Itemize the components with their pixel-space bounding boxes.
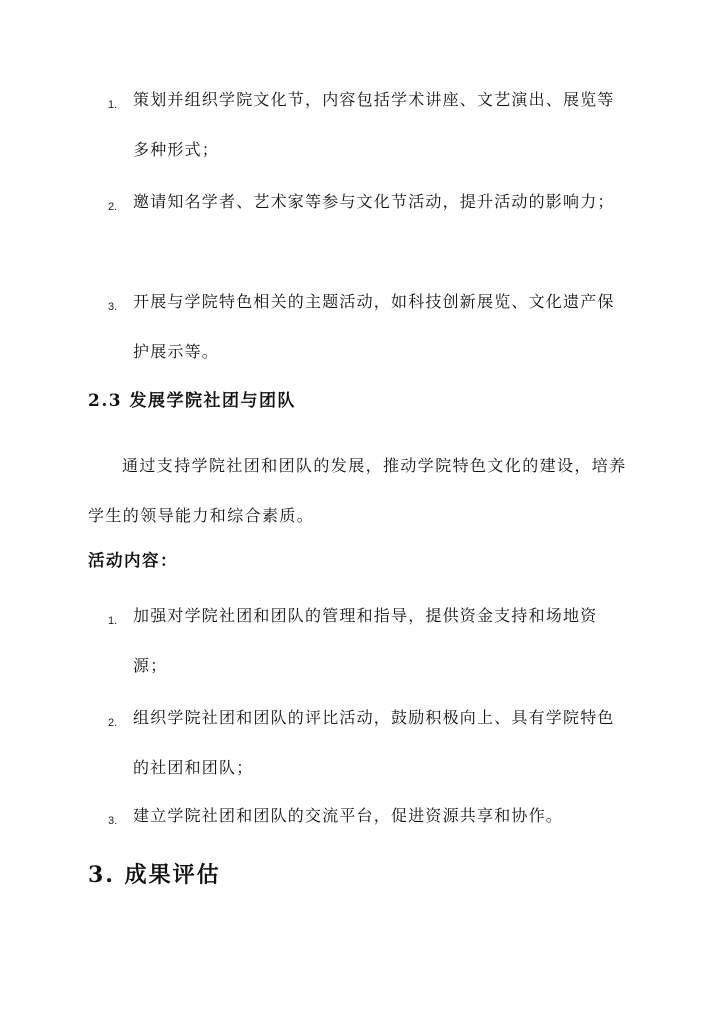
list-item-text: 邀请知名学者、艺术家等参与文化节活动，提升活动的影响力； (133, 192, 615, 211)
list-number: 2. (108, 201, 118, 213)
list-item-text: 建立学院社团和团队的交流平台，促进资源共享和协作。 (133, 806, 564, 825)
list-number: 1. (108, 615, 118, 627)
list-item-text: 加强对学院社团和团队的管理和指导，提供资金支持和场地资源； (133, 606, 598, 675)
list-item-text: 策划并组织学院文化节，内容包括学术讲座、文艺演出、展览等多种形式； (133, 90, 615, 159)
list-number: 2. (108, 717, 118, 729)
list-number: 3. (108, 301, 118, 313)
list-number: 3. (108, 815, 118, 827)
section-heading: 2.3 发展学院社团与团队 (88, 391, 296, 411)
body-paragraph: 通过支持学院社团和团队的发展，推动学院特色文化的建设，培养学生的领导能力和综合素质。 (88, 456, 627, 525)
list-number: 1. (108, 99, 118, 111)
list-item-text: 开展与学院特色相关的主题活动，如科技创新展览、文化遗产保护展示等。 (133, 292, 615, 361)
list-item-text: 组织学院社团和团队的评比活动，鼓励积极向上、具有学院特色的社团和团队； (133, 708, 615, 777)
chapter-heading: 3. 成果评估 (88, 862, 221, 888)
activity-label: 活动内容： (88, 551, 178, 570)
